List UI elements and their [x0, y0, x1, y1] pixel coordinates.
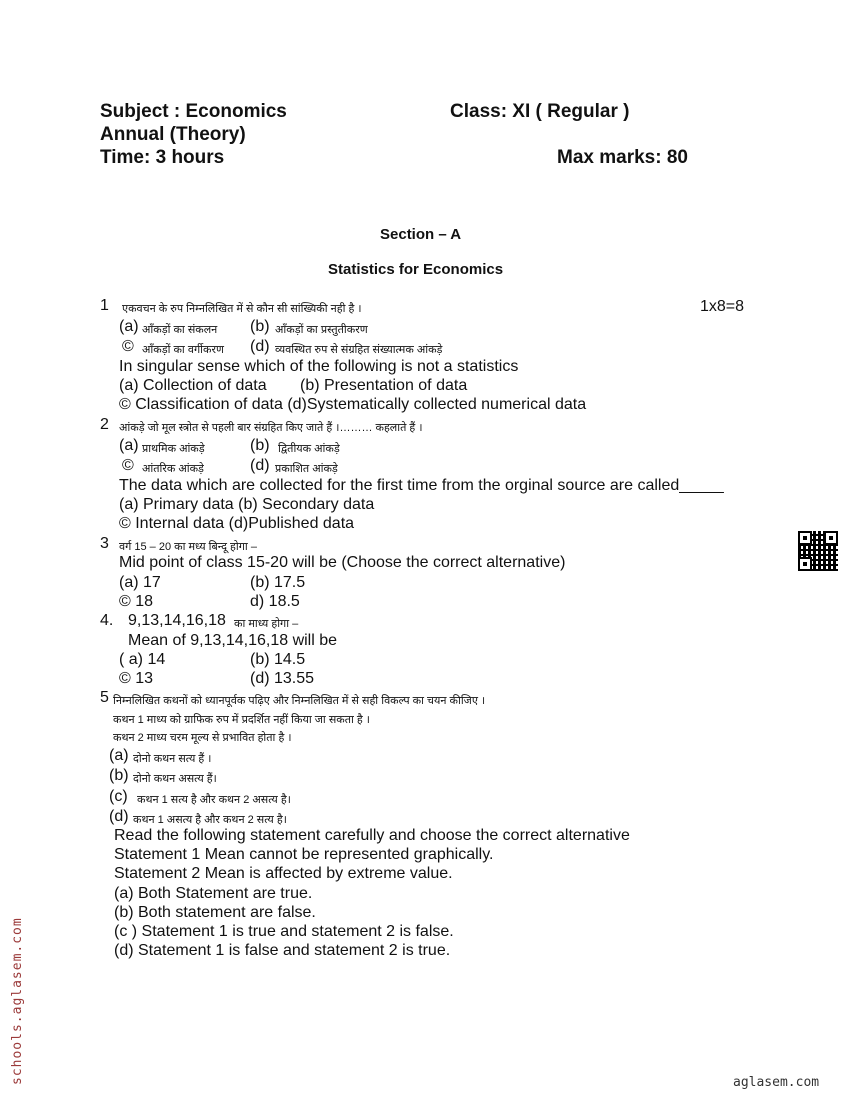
- question-number: 5: [100, 689, 109, 706]
- statement-hindi: कथन 2 माध्य चरम मूल्य से प्रभावित होता है ।: [113, 732, 292, 744]
- option-english: © Internal data (d)Published data: [119, 515, 355, 532]
- option-marker: (b): [250, 437, 270, 454]
- footer-watermark: aglasem.com: [733, 1075, 820, 1090]
- option-marker: (d): [250, 457, 270, 474]
- option-english: (d) 13.55: [250, 670, 315, 687]
- qr-code-icon: [798, 531, 838, 571]
- option-hindi: कथन 1 असत्य है और कथन 2 सत्य है।: [133, 814, 287, 826]
- option-english: d) 18.5: [250, 593, 300, 610]
- option-english: (a) Primary data (b) Secondary data: [119, 496, 375, 513]
- option-english: (a) Collection of data: [119, 377, 267, 394]
- question-english: The data which are collected for the first time from the orginal source are called_____: [119, 477, 724, 494]
- option-hindi: प्राथमिक आंकड़े: [142, 443, 205, 455]
- option-english: (a) 17: [119, 574, 161, 591]
- exam-label: Annual (Theory): [100, 124, 246, 145]
- section-subtitle: Statistics for Economics: [328, 261, 504, 278]
- option-hindi: व्यवस्थित रुप से संग्रहित संख्यात्मक आंकड़े: [275, 344, 443, 356]
- option-marker: (b): [109, 767, 129, 784]
- question-english: In singular sense which of the following is not a statistics: [119, 358, 519, 375]
- option-hindi: दोनो कथन सत्य हैं ।: [133, 753, 212, 765]
- option-english: © Classification of data (d)Systematically collected numerical data: [119, 396, 587, 413]
- marks-label: 1x8=8: [700, 298, 745, 315]
- option-english: (d) Statement 1 is false and statement 2 is true.: [114, 942, 451, 959]
- option-english: © 18: [119, 593, 154, 610]
- option-hindi: आँकड़ों का प्रस्तुतीकरण: [275, 324, 368, 336]
- option-marker: (d): [109, 808, 129, 825]
- side-watermark: schools.aglasem.com: [10, 917, 25, 1085]
- question-number: 1: [100, 297, 109, 314]
- option-english: (b) 14.5: [250, 651, 306, 668]
- option-english: (b) Both statement are false.: [114, 904, 316, 921]
- option-marker: (a): [109, 747, 129, 764]
- option-marker: (b): [250, 318, 270, 335]
- subject-label: Subject : Economics: [100, 101, 287, 122]
- question-hindi: निम्नलिखित कथनों को ध्यानपूर्वक पढ़िए और निम्नलिखित में से सही विकल्प का चयन कीजिए ।: [113, 695, 486, 707]
- section-title: Section – A: [380, 226, 462, 243]
- question-hindi: वर्ग 15 – 20 का मध्य बिन्दू होगा –: [119, 541, 257, 553]
- option-english: (c ) Statement 1 is true and statement 2 is false.: [114, 923, 454, 940]
- statement-english: Statement 1 Mean cannot be represented graphically.: [114, 846, 494, 863]
- option-marker: (a): [119, 318, 139, 335]
- class-label: Class: XI ( Regular ): [450, 101, 630, 122]
- question-english: Mid point of class 15-20 will be (Choose the correct alternative): [119, 554, 566, 571]
- option-english: © 13: [119, 670, 154, 687]
- option-marker: ©: [122, 338, 134, 355]
- question-hindi: का माध्य होगा –: [234, 618, 299, 630]
- option-english: (b) 17.5: [250, 574, 306, 591]
- question-english: Read the following statement carefully and choose the correct alternative: [114, 827, 630, 844]
- option-hindi: द्वितीयक आंकड़े: [278, 443, 340, 455]
- option-english: (b) Presentation of data: [300, 377, 468, 394]
- option-hindi: आँकड़ों का संकलन: [142, 324, 218, 336]
- option-english: (a) Both Statement are true.: [114, 885, 313, 902]
- option-hindi: प्रकाशित आंकड़े: [275, 463, 338, 475]
- option-english: ( a) 14: [119, 651, 166, 668]
- question-english: Mean of 9,13,14,16,18 will be: [128, 632, 338, 649]
- question-hindi: एकवचन के रुप निम्नलिखित में से कौन सी सांख्यिकी नही है ।: [122, 303, 362, 315]
- option-hindi: आंतरिक आंकड़े: [142, 463, 204, 475]
- question-number: 2: [100, 416, 109, 433]
- statement-hindi: कथन 1 माध्य को ग्राफिक रुप में प्रदर्शित नहीं किया जा सकता है ।: [113, 714, 370, 726]
- question-number: 3: [100, 535, 109, 552]
- option-marker: (a): [119, 437, 139, 454]
- option-hindi: दोनो कथन असत्य हैं।: [133, 773, 217, 785]
- question-hindi: आंकड़े जो मूल स्त्रोत से पहली बार संग्रहित किए जाते हैं ।……… कहलाते हैं ।: [119, 422, 423, 434]
- max-marks-label: Max marks: 80: [557, 147, 688, 168]
- question-numbers: 9,13,14,16,18: [128, 612, 226, 629]
- time-label: Time: 3 hours: [100, 147, 225, 168]
- option-hindi: आँकड़ों का वर्गीकरण: [142, 344, 224, 356]
- question-number: 4.: [100, 612, 114, 629]
- option-marker: (d): [250, 338, 270, 355]
- option-marker: (c): [109, 788, 128, 805]
- statement-english: Statement 2 Mean is affected by extreme value.: [114, 865, 453, 882]
- option-marker: ©: [122, 457, 134, 474]
- option-hindi: कथन 1 सत्य है और कथन 2 असत्य है।: [137, 794, 291, 806]
